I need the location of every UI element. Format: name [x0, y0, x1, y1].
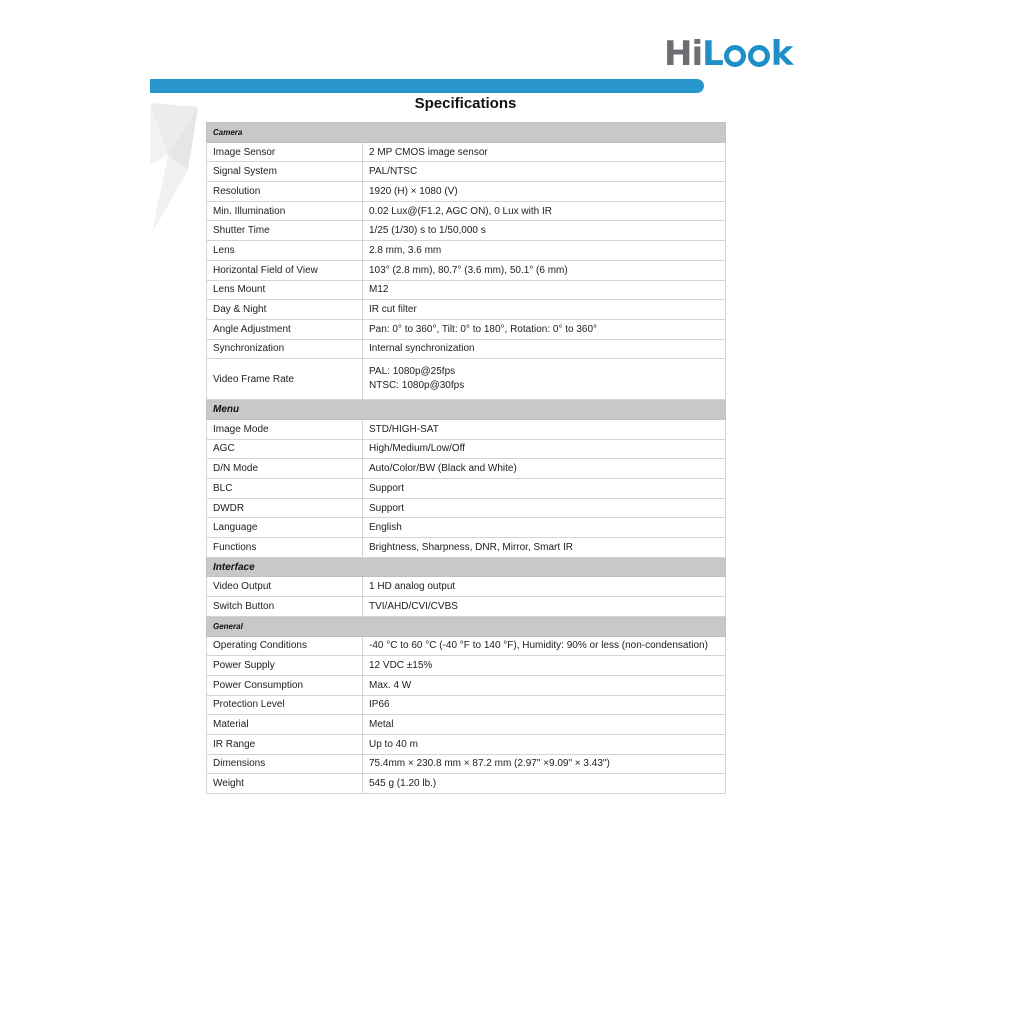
- table-row: [207, 538, 726, 558]
- spec-label: Functions: [207, 538, 363, 558]
- spec-label: BLC: [207, 479, 363, 499]
- spec-label: Synchronization: [207, 339, 363, 359]
- spec-value: IP66: [363, 695, 726, 715]
- table-row: [207, 339, 726, 359]
- logo-o-icon: [748, 45, 770, 67]
- spec-value: PAL/NTSC: [363, 162, 726, 182]
- spec-label: Operating Conditions: [207, 636, 363, 656]
- spec-value: STD/HIGH-SAT: [363, 419, 726, 439]
- spec-value: 75.4mm × 230.8 mm × 87.2 mm (2.97" ×9.09" × 3.43"): [363, 754, 726, 774]
- spec-label: Protection Level: [207, 695, 363, 715]
- spec-label: DWDR: [207, 498, 363, 518]
- spec-label: Image Mode: [207, 419, 363, 439]
- spec-value: 103° (2.8 mm), 80.7° (3.6 mm), 50.1° (6 mm): [363, 260, 726, 280]
- table-row: [207, 142, 726, 162]
- spec-value: Metal: [363, 715, 726, 735]
- spec-label: Power Consumption: [207, 675, 363, 695]
- section-header-menu: [207, 400, 726, 420]
- table-row: [207, 754, 726, 774]
- spec-value: Up to 40 m: [363, 734, 726, 754]
- table-row: [207, 675, 726, 695]
- spec-label: Resolution: [207, 182, 363, 202]
- spec-label: Horizontal Field of View: [207, 260, 363, 280]
- spec-value-line: NTSC: 1080p@30fps: [369, 380, 465, 392]
- specifications-table: [206, 122, 726, 794]
- table-row: [207, 241, 726, 261]
- section-title: Interface: [207, 557, 726, 577]
- table-row: [207, 715, 726, 735]
- table-row: [207, 359, 726, 400]
- spec-label: Shutter Time: [207, 221, 363, 241]
- spec-value: 2 MP CMOS image sensor: [363, 142, 726, 162]
- table-row: [207, 221, 726, 241]
- spec-label: Material: [207, 715, 363, 735]
- spec-value: 1920 (H) × 1080 (V): [363, 182, 726, 202]
- spec-value: English: [363, 518, 726, 538]
- table-row: [207, 695, 726, 715]
- table-row: [207, 577, 726, 597]
- spec-label: Video Frame Rate: [207, 359, 363, 400]
- page-title: Specifications: [414, 95, 517, 112]
- table-row: [207, 498, 726, 518]
- decorative-shape-icon: [148, 95, 204, 235]
- table-row: [207, 479, 726, 499]
- spec-label: IR Range: [207, 734, 363, 754]
- table-row: [207, 459, 726, 479]
- spec-value-line: PAL: 1080p@25fps: [369, 366, 456, 378]
- section-header-camera: [207, 123, 726, 143]
- spec-value: Internal synchronization: [363, 339, 726, 359]
- spec-value: Support: [363, 479, 726, 499]
- spec-label: Switch Button: [207, 597, 363, 617]
- logo-o-icon: [724, 45, 746, 67]
- section-title: General: [207, 616, 726, 636]
- table-row: [207, 419, 726, 439]
- spec-label: Video Output: [207, 577, 363, 597]
- section-title: Camera: [207, 123, 726, 143]
- spec-value: 12 VDC ±15%: [363, 656, 726, 676]
- spec-label: Signal System: [207, 162, 363, 182]
- table-row: [207, 260, 726, 280]
- spec-value: M12: [363, 280, 726, 300]
- table-row: [207, 201, 726, 221]
- logo-text-k: k: [770, 34, 793, 74]
- table-row: [207, 774, 726, 794]
- spec-value: Pan: 0° to 360°, Tilt: 0° to 180°, Rotation: 0° to 360°: [363, 319, 726, 339]
- spec-label: D/N Mode: [207, 459, 363, 479]
- spec-label: AGC: [207, 439, 363, 459]
- spec-value: Auto/Color/BW (Black and White): [363, 459, 726, 479]
- spec-value: 2.8 mm, 3.6 mm: [363, 241, 726, 261]
- spec-label: Image Sensor: [207, 142, 363, 162]
- spec-value: IR cut filter: [363, 300, 726, 320]
- spec-value: 545 g (1.20 lb.): [363, 774, 726, 794]
- spec-value: -40 °C to 60 °C (-40 °F to 140 °F), Humidity: 90% or less (non-condensation): [363, 636, 726, 656]
- table-row: [207, 300, 726, 320]
- spec-value: High/Medium/Low/Off: [363, 439, 726, 459]
- spec-label: Lens Mount: [207, 280, 363, 300]
- spec-label: Power Supply: [207, 656, 363, 676]
- spec-label: Angle Adjustment: [207, 319, 363, 339]
- section-header-interface: [207, 557, 726, 577]
- spec-value: Support: [363, 498, 726, 518]
- table-row: [207, 597, 726, 617]
- table-row: [207, 182, 726, 202]
- spec-label: Min. Illumination: [207, 201, 363, 221]
- spec-label: Weight: [207, 774, 363, 794]
- logo-text-hi: Hi: [664, 34, 703, 74]
- hilook-logo: [664, 34, 792, 74]
- spec-value: 0.02 Lux@(F1.2, AGC ON), 0 Lux with IR: [363, 201, 726, 221]
- table-row: [207, 439, 726, 459]
- table-row: [207, 280, 726, 300]
- logo-text-l: L: [702, 34, 723, 74]
- table-row: [207, 518, 726, 538]
- table-row: [207, 734, 726, 754]
- table-row: [207, 636, 726, 656]
- spec-value: Max. 4 W: [363, 675, 726, 695]
- section-header-general: [207, 616, 726, 636]
- section-title: Menu: [207, 400, 726, 420]
- spec-value: Brightness, Sharpness, DNR, Mirror, Smart IR: [363, 538, 726, 558]
- header-banner: [150, 79, 704, 93]
- spec-value: 1/25 (1/30) s to 1/50,000 s: [363, 221, 726, 241]
- spec-label: Day & Night: [207, 300, 363, 320]
- spec-value: TVI/AHD/CVI/CVBS: [363, 597, 726, 617]
- table-row: [207, 162, 726, 182]
- spec-label: Dimensions: [207, 754, 363, 774]
- spec-label: Language: [207, 518, 363, 538]
- table-row: [207, 656, 726, 676]
- table-row: [207, 319, 726, 339]
- spec-value: [363, 359, 726, 400]
- spec-label: Lens: [207, 241, 363, 261]
- spec-value: 1 HD analog output: [363, 577, 726, 597]
